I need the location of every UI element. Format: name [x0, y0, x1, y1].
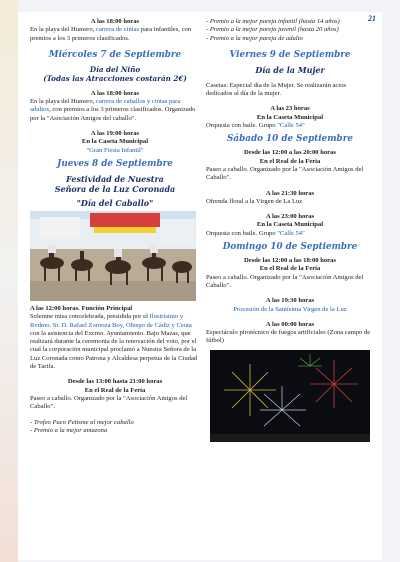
event-time: A las 18:00 horas — [90, 18, 140, 25]
event-link[interactable]: carrera de caballos y cintas para adultos — [30, 98, 181, 114]
event-place: En la Caseta Municipal — [81, 138, 149, 146]
event-text: Espectáculo pirotécnico de fuegos artificiales (Zona campo de fútbol) — [206, 329, 371, 345]
day-subtitle: Día del Niño — [89, 64, 141, 74]
event-link[interactable]: "Calle 54" — [277, 229, 305, 237]
event-text: Paseo a caballo. Organizado por la "Asociación Amigos del Caballo". — [206, 273, 364, 289]
decorative-border — [0, 0, 18, 562]
event-link[interactable]: Ilustrísimo y Rvdmo. Sr. D. Rafael Zornoza Boy, Obispo de Cádiz y Ceuta — [30, 313, 192, 329]
event-time: A las 23:00 horas — [265, 213, 315, 221]
event-text: Casetas: Especial día de la Mujer. Se realizarán actos dedicados al día de la mujer. — [206, 81, 347, 98]
festivity-subtitle: "Día del Caballo" — [76, 197, 154, 208]
event-text: Ofrenda floral a la Virgen de La Luz — [206, 197, 303, 205]
document-page — [18, 12, 382, 560]
prize-item: - Trofeo Paco Petisme al mejor caballo — [30, 418, 134, 426]
prize-item: - Premio a la mejor pareja infantil (hasta 14 años) — [206, 18, 340, 25]
event-link[interactable]: "Calle 54" — [277, 122, 305, 130]
event-text: Orquesta con baile. Grupo "Calle 54" — [206, 122, 305, 130]
festivity-title: Festividad de Nuestra — [66, 173, 164, 184]
event-place: En la Caseta Municipal — [256, 113, 324, 121]
event-text: Paseo a caballo. Organizado por la "Asociación Amigos del Caballo". — [206, 165, 364, 182]
day-subtitle: Día de la Mujer — [255, 64, 325, 75]
event-place: En el Real de la Feria — [259, 265, 321, 273]
prize-item: - Premio a la mejor pareja de adulto — [206, 34, 303, 42]
horse-fair-photo — [30, 211, 196, 301]
event-time: A las 19:30 horas — [265, 297, 315, 305]
event-place: En el Real de la Feria — [84, 386, 146, 394]
event-time: A las 23 horas — [270, 105, 310, 113]
event-time: A las 21:30 horas — [265, 189, 315, 197]
left-column — [30, 18, 200, 435]
event-text: A las 12:00 horas. Función Principal — [30, 304, 133, 312]
day-heading: Miércoles 7 de Septiembre — [48, 49, 182, 60]
prize-item: - Premio a la mejor amazona — [30, 426, 108, 434]
prize-item: - Premio a la mejor pareja juvenil (hasta 20 años) — [206, 26, 339, 34]
day-note: (Todas las Atracciones costarán 2€) — [43, 73, 187, 83]
event-time: Desde las 12:00 a las 20:00 horas — [244, 149, 336, 157]
event-place: En el Real de la Feria — [259, 157, 321, 165]
event-text: Paseo a caballo. Organizado por la "Asociación Amigos del Caballo". — [30, 394, 188, 411]
event-time: Desde las 12:00 a las 18:00 horas — [244, 257, 336, 265]
event-time: A las 00:00 horas — [265, 320, 315, 328]
event-text: Solemne misa concelebrada, presidida por el Ilustrísimo y Rvdmo. Sr. D. Rafael Zornoza Boy, Obispo de Cádiz y Ceuta con la asistencia del Excmo. Ayuntamiento. Bajo Mazas, que realizará durante la ceremonia de la renovación del voto, por el cual la corporación municipal proclamó a Nuestra Señora de la Luz Coronada como Patrona y Alcaldesa perpetua de la Ciudad de Tarifa. — [30, 313, 198, 371]
day-heading: Sábado 10 de Septiembre — [227, 134, 353, 145]
event-text: Orquesta con baile. Grupo "Calle 54" — [206, 229, 305, 237]
event-link[interactable]: Procesión de la Santísima Virgen de la Luz — [233, 305, 347, 313]
page-number: 21 — [368, 14, 376, 23]
event-text: En la playa del Humero, carrera de caballos y cintas para adultos, con premios a los 3 primeros clasificados. Organizado por la "Asociación Amigos del caballo". — [30, 98, 196, 122]
event-time: A las 18:00 horas — [90, 89, 140, 97]
fireworks-photo — [210, 350, 370, 442]
day-heading: Domingo 10 de Septiembre — [222, 242, 358, 253]
event-text: En la playa del Humero, carrera de cintas para infantiles, con premios a los 3 primeros clasificados. — [30, 26, 192, 42]
event-title: "Gran Fiesta Infantil" — [86, 146, 144, 154]
day-heading: Viernes 9 de Septiembre — [229, 49, 351, 60]
event-time: Desde las 13:00 hasta 21:00 horas — [67, 378, 163, 386]
event-time: A las 19:00 horas — [90, 130, 140, 138]
festivity-title: Señora de la Luz Coronada — [54, 183, 176, 194]
right-column — [206, 18, 374, 442]
day-heading: Jueves 8 de Septiembre — [57, 158, 173, 169]
event-place: En la Caseta Municipal — [256, 221, 324, 229]
event-link[interactable]: carrera de cintas — [95, 26, 140, 34]
